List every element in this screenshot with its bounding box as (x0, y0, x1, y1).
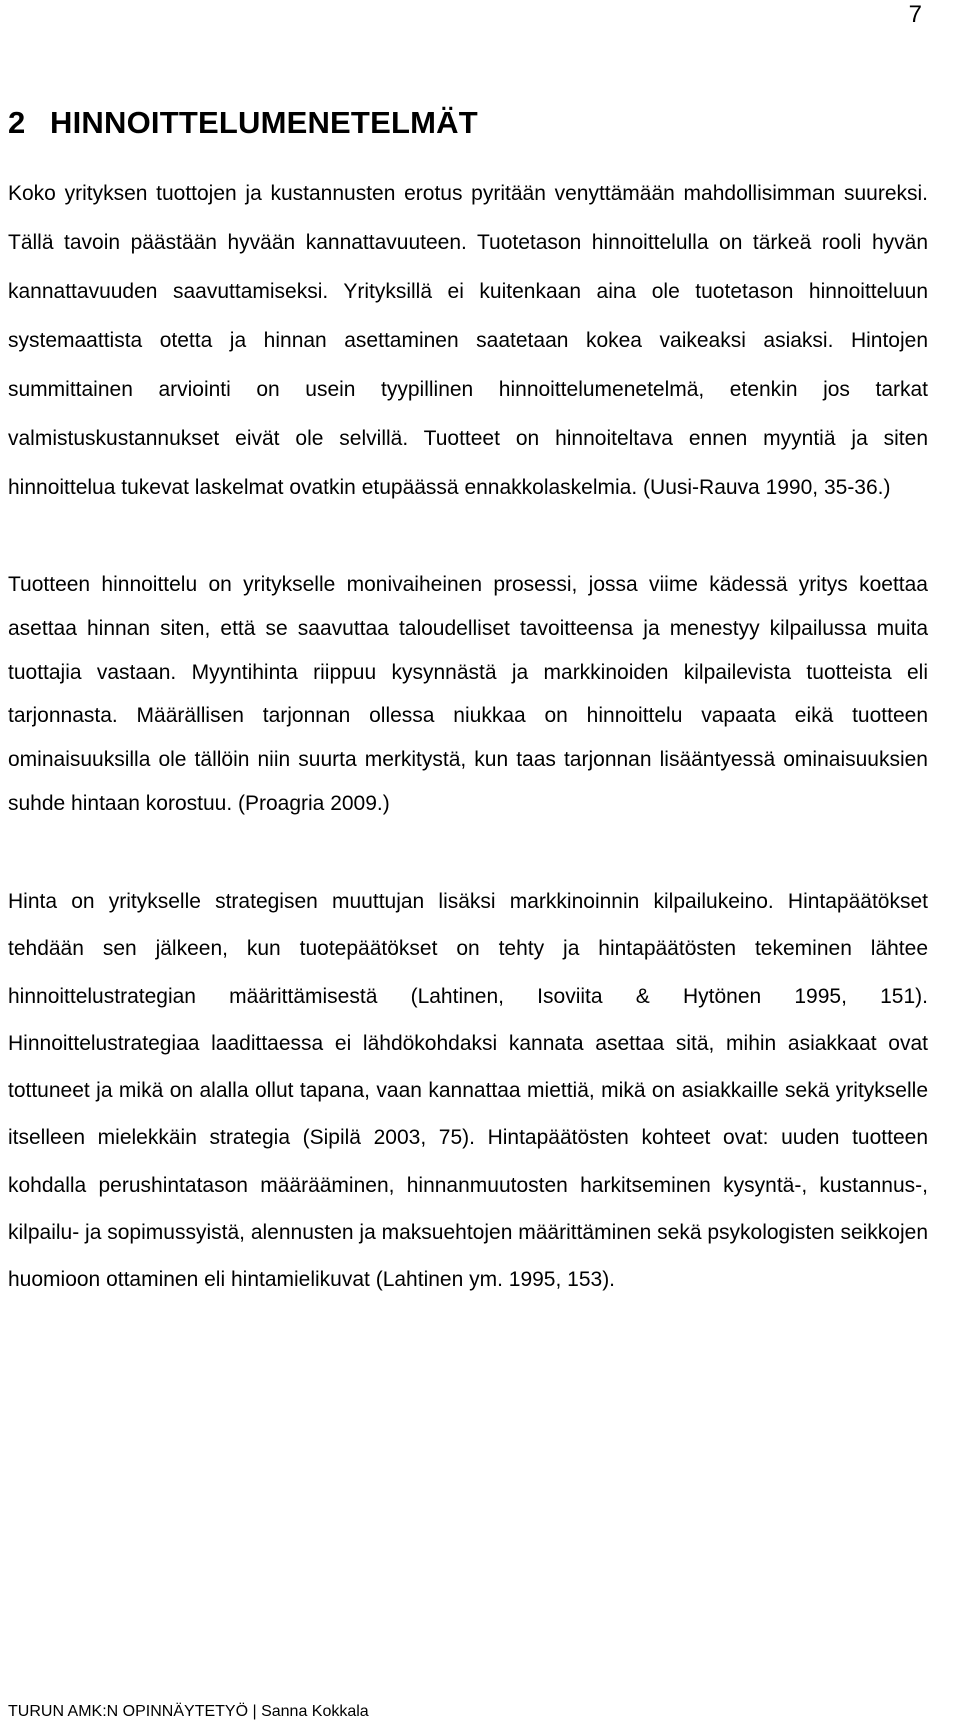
chapter-heading (8, 103, 478, 143)
page-number: 7 (908, 1, 922, 28)
chapter-title: HINNOITTELUMENETELMÄT (50, 105, 478, 140)
body-paragraph-2: Tuotteen hinnoittelu on yritykselle monivaiheinen prosessi, jossa viime kädessä yritys koettaa asettaa hinnan siten, että se saavuttaa taloudelliset tavoitteensa ja menestyy kilpailussa muita tuottajia vastaan. Myyntihinta riippuu kysynnästä ja markkinoiden kilpailevista tuotteista eli tarjonnasta. Määrällisen tarjonnan ollessa niukkaa on hinnoittelu vapaata eikä tuotteen ominaisuuksilla ole tällöin niin suurta merkitystä, kun taas tarjonnan lisääntyessä ominaisuuksien suhde hintaan korostuu. (Proagria 2009.) (8, 573, 928, 815)
page-footer: TURUN AMK:N OPINNÄYTETYÖ | Sanna Kokkala (8, 1703, 369, 1720)
chapter-number: 2 (8, 105, 26, 140)
body-paragraph-1: Koko yrityksen tuottojen ja kustannusten erotus pyritään venyttämään mahdollisimman suureksi. Tällä tavoin päästään hyvään kannattavuuteen. Tuotetason hinnoittelulla on tärkeä rooli hyvän kannattavuuden saavuttamiseksi. Yrityksillä ei kuitenkaan aina ole tuotetason hinnoitteluun systemaattista otetta ja hinnan asettaminen saatetaan kokea vaikeaksi asiaksi. Hintojen summittainen arviointi on usein tyypillinen hinnoittelumenetelmä, etenkin jos tarkat valmistuskustannukset eivät ole selvillä. Tuotteet on hinnoiteltava ennen myyntiä ja siten hinnoittelua tukevat laskelmat ovatkin etupäässä ennakkolaskelmia. (Uusi-Rauva 1990, 35-36.) (8, 182, 928, 499)
body-paragraph-3: Hinta on yritykselle strategisen muuttujan lisäksi markkinoinnin kilpailukeino. Hintapäätökset tehdään sen jälkeen, kun tuotepäätökset on tehty ja hintapäätösten tekeminen lähtee hinnoittelustrategian määrittämisestä (Lahtinen, Isoviita & Hytönen 1995, 151). Hinnoittelustrategiaa laadittaessa ei lähdökohdaksi kannata asettaa sitä, mihin asiakkaat ovat tottuneet ja mikä on alalla ollut tapana, vaan kannattaa miettiä, mikä on asiakkaille sekä yritykselle itselleen mielekkäin strategia (Sipilä 2003, 75). Hintapäätösten kohteet ovat: uuden tuotteen kohdalla perushintatason määrääminen, hinnanmuutosten harkitseminen kysyntä-, kustannus-, kilpailu- ja sopimussyistä, alennusten ja maksuehtojen määrittäminen sekä psykologisten seikkojen huomioon ottaminen eli hintamielikuvat (Lahtinen ym. 1995, 153). (8, 890, 928, 1292)
